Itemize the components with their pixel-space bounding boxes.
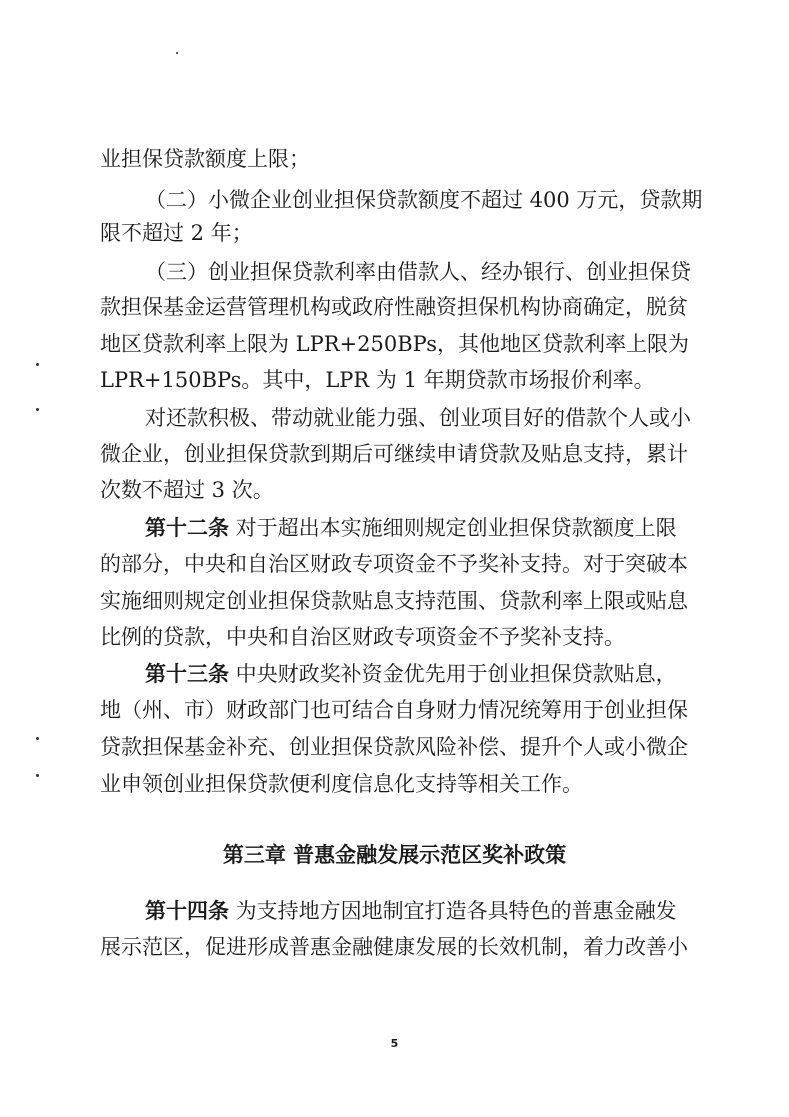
scan-speck [176,52,178,54]
scan-speck [36,363,39,366]
scan-speck [36,408,39,411]
article-text: 中央财政奖补资金优先用于创业担保贷款贴息， [229,662,677,686]
scan-speck [36,774,39,777]
text-line: 地（州、市）财政部门也可结合自身财力情况统筹用于创业担保 [100,698,688,722]
text-line: 业担保贷款额度上限； [100,147,310,171]
text-line: 展示范区，促进形成普惠金融健康发展的长效机制，着力改善小 [100,935,688,959]
text-line: 对还款积极、带动就业能力强、创业项目好的借款个人或小 [145,406,691,430]
article-text: 为支持地方因地制宜打造各具特色的普惠金融发 [229,899,677,923]
text-line: 地区贷款利率上限为 LPR+250BPs，其他地区贷款利率上限为 [100,332,690,356]
article-14 [145,894,677,928]
chapter-heading: 第三章 普惠金融发展示范区奖补政策 [222,843,567,867]
page-number: 5 [390,1037,399,1050]
text-line: 微企业，创业担保贷款到期后可继续申请贷款及贴息支持，累计 [100,442,688,466]
text-line: 次数不超过 3 次。 [100,478,274,502]
text-line: （二）小微企业创业担保贷款额度不超过 400 万元，贷款期 [145,188,703,212]
article-13 [145,657,677,691]
text-line: 的部分，中央和自治区财政专项资金不予奖补支持。对于突破本 [100,552,688,576]
text-line: 款担保基金运营管理机构或政府性融资担保机构协商确定，脱贫 [100,295,688,319]
text-line: LPR+150BPs。其中，LPR 为 1 年期贷款市场报价利率。 [100,368,655,392]
article-title: 第十二条 [145,516,229,540]
text-line: 业申领创业担保贷款便利度信息化支持等相关工作。 [100,772,583,796]
text-line: 限不超过 2 年； [100,221,253,245]
text-line: 比例的贷款，中央和自治区财政专项资金不予奖补支持。 [100,625,625,649]
article-title: 第十四条 [145,899,229,923]
article-12 [145,511,677,545]
article-title: 第十三条 [145,662,229,686]
text-line: 贷款担保基金补充、创业担保贷款风险补偿、提升个人或小微企 [100,735,688,759]
scan-speck [36,737,39,740]
article-text: 对于超出本实施细则规定创业担保贷款额度上限 [229,516,677,540]
text-line: 实施细则规定创业担保贷款贴息支持范围、贷款利率上限或贴息 [100,589,688,613]
text-line: （三）创业担保贷款利率由借款人、经办银行、创业担保贷 [145,260,691,284]
